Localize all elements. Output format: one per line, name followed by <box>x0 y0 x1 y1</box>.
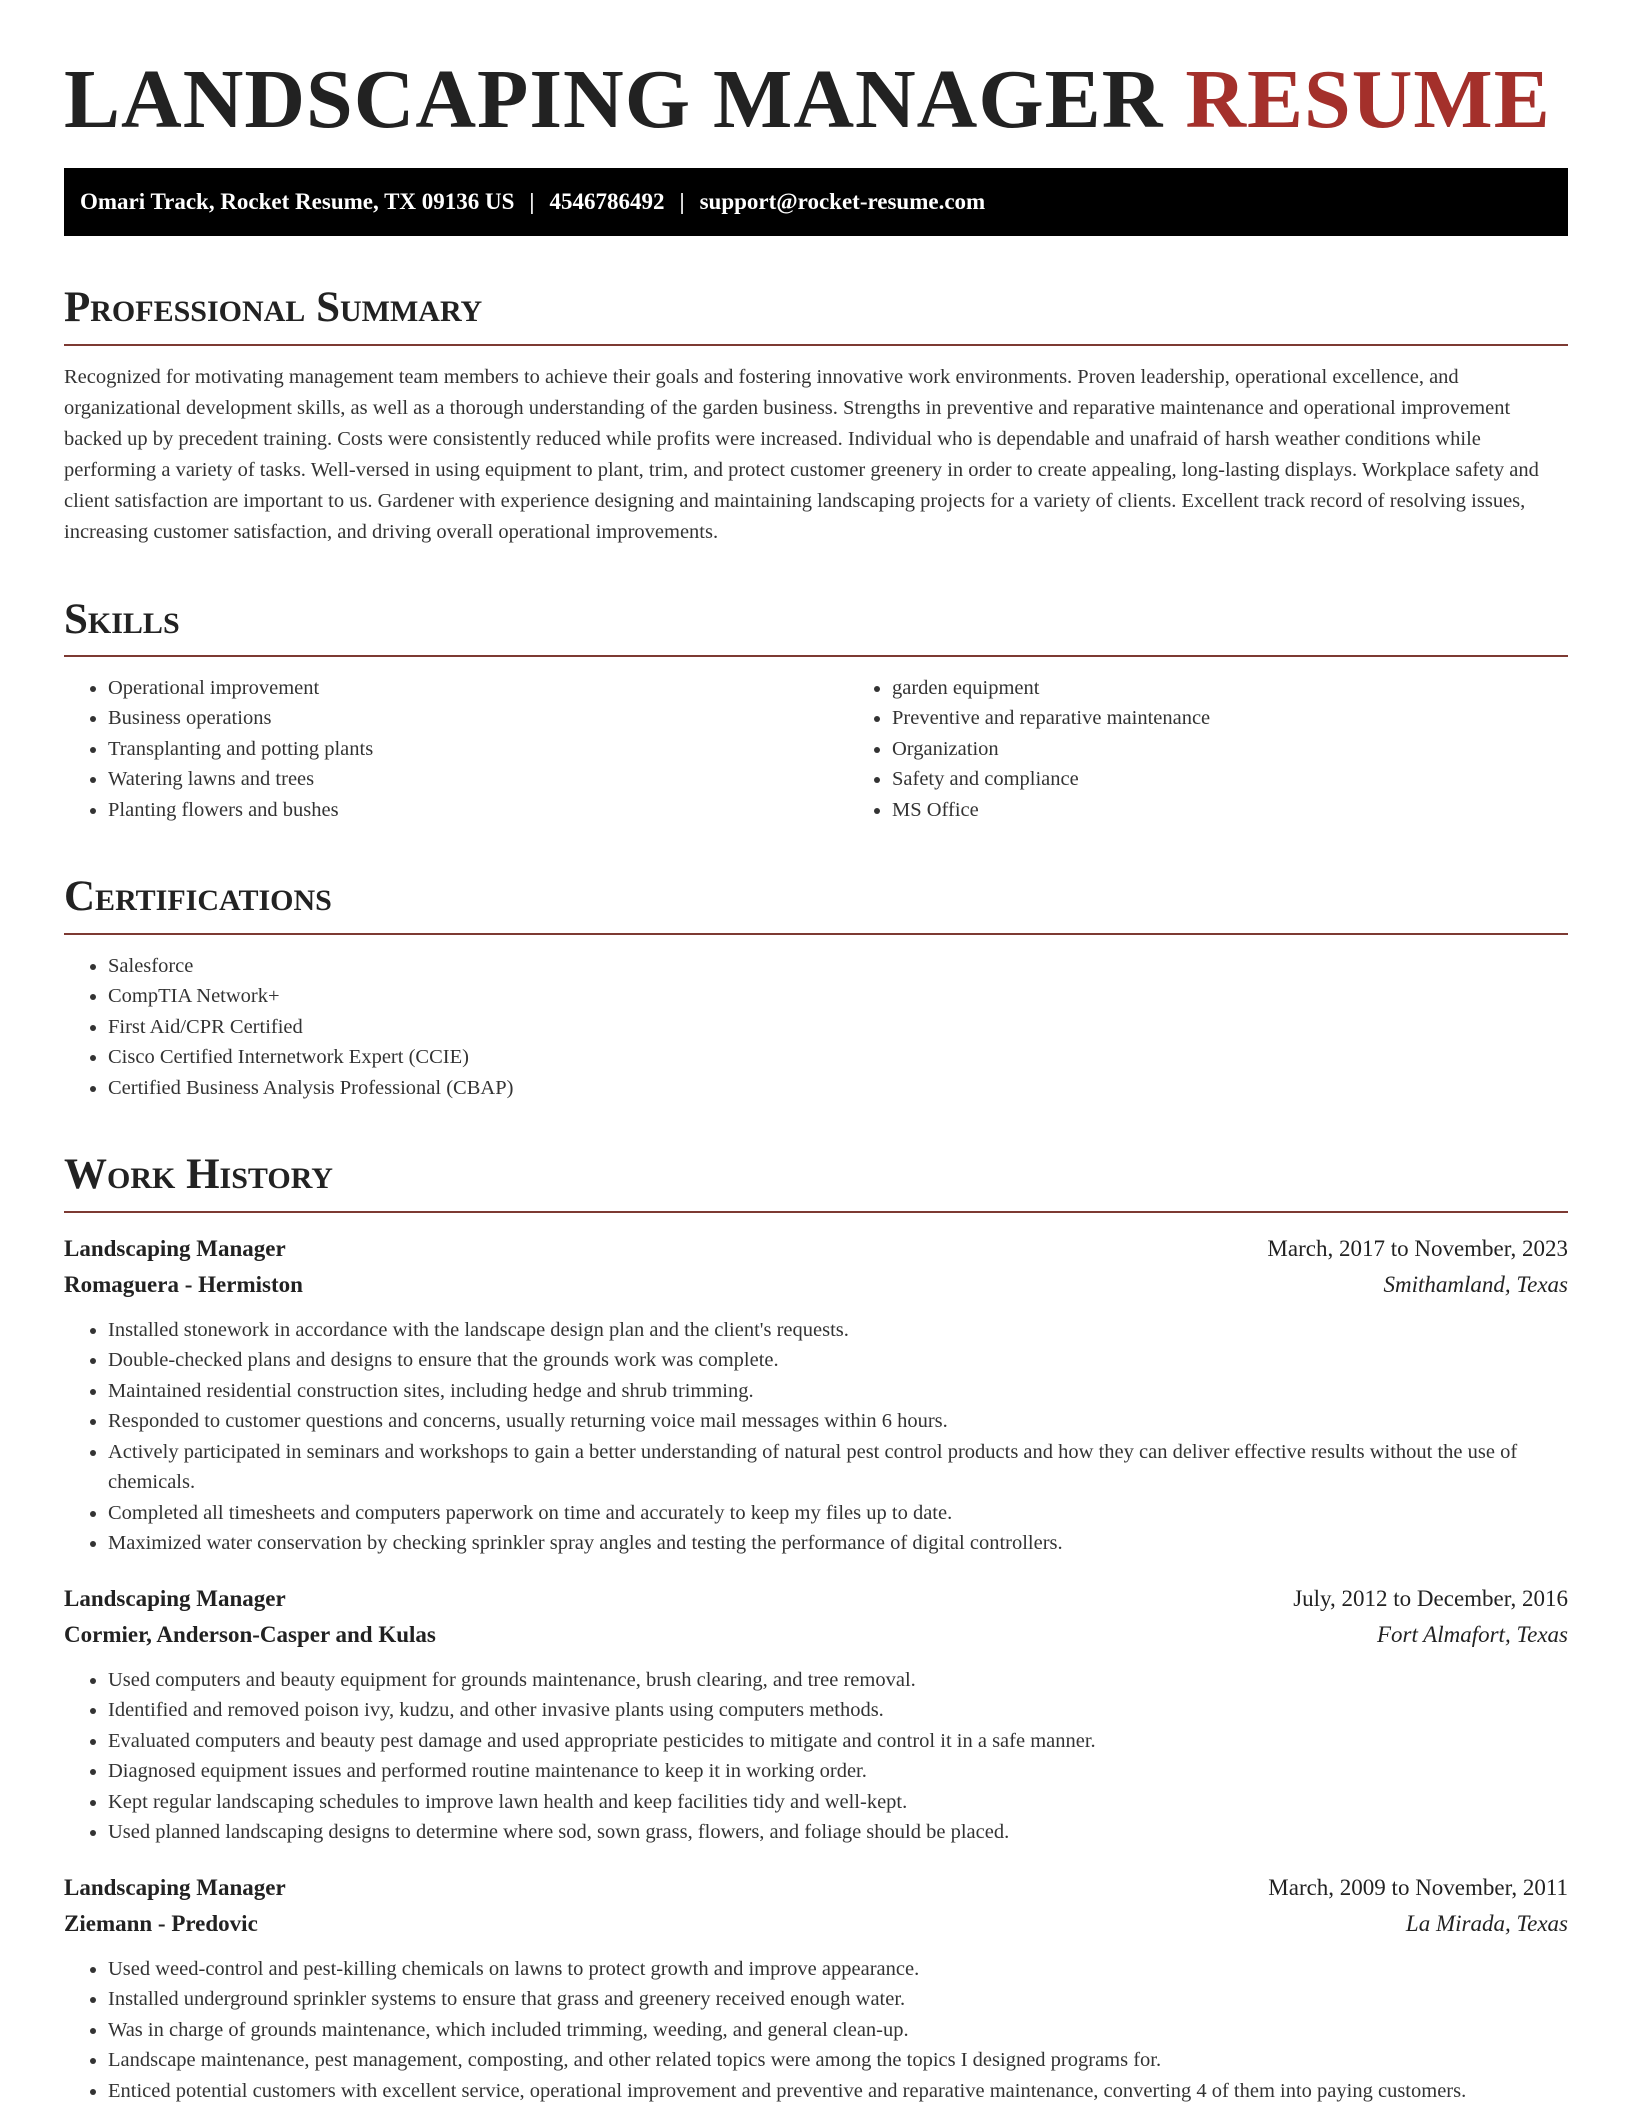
job-bullet: • Completed all timesheets and computers paperwork on time and accurately to keep my files up to date. <box>108 1498 1568 1529</box>
skills-list-left <box>64 673 848 826</box>
certification-item: • CompTIA Network+ <box>108 981 1568 1012</box>
certification-item: • Cisco Certified Internetwork Expert (CCIE) <box>108 1042 1568 1073</box>
certification-item: • First Aid/CPR Certified <box>108 1012 1568 1043</box>
job-bullet: • Evaluated computers and beauty pest damage and used appropriate pesticides to mitigate and control it in a safe manner. <box>108 1726 1568 1757</box>
job-company-row <box>64 1906 1568 1942</box>
job-bullet: • Identified and removed poison ivy, kudzu, and other invasive plants using computers methods. <box>108 1695 1568 1726</box>
skill-item: • Preventive and reparative maintenance <box>892 703 1632 734</box>
skills-section <box>64 596 1568 826</box>
summary-text: Recognized for motivating management team members to achieve their goals and fostering innovative work environments. Proven leadership, operational excellence, and organizational development skills, as well as a thorough understanding of the garden business. Strengths in preventive and reparative maintenance and operational improvement backed up by precedent training. Costs were consistently reduced while profits were increased. Individual who is dependable and unafraid of harsh weather conditions while performing a variety of tasks. Well-versed in using equipment to plant, trim, and protect customer greenery in order to create appealing, long-lasting displays. Workplace safety and client satisfaction are important to us. Gardener with experience designing and maintaining landscaping projects for a variety of clients. Excellent track record of resolving issues, increasing customer satisfaction, and driving overall operational improvements. <box>64 365 1539 543</box>
job-location: La Mirada, Texas <box>1405 1910 1568 1936</box>
job-company-row <box>64 1617 1568 1653</box>
skill-item: • Business operations <box>108 703 848 734</box>
job-bullet: • Enticed potential customers with excellent service, operational improvement and preventive and reparative maintenance, converting 4 of them into paying customers. <box>108 2076 1568 2107</box>
skill-item: • Transplanting and potting plants <box>108 734 848 765</box>
skills-columns <box>64 657 1568 826</box>
work-history-heading: Work History <box>64 1151 1568 1212</box>
skills-list-right <box>848 673 1632 826</box>
job-entry <box>64 1231 1568 1559</box>
job-bullet: • Maintained residential construction sites, including hedge and shrub trimming. <box>108 1376 1568 1407</box>
summary-heading: Professional Summary <box>64 284 1568 345</box>
job-bullet: • Installed stonework in accordance with the landscape design plan and the client's requests. <box>108 1315 1568 1346</box>
job-company-row <box>64 1267 1568 1303</box>
job-header-row <box>64 1870 1568 1906</box>
job-title: Landscaping Manager <box>64 1874 286 1900</box>
certifications-heading: Certifications <box>64 873 1568 934</box>
contact-address: Omari Track, Rocket Resume, TX 09136 US <box>80 189 515 215</box>
certification-item: • Certified Business Analysis Professional (CBAP) <box>108 1073 1568 1104</box>
contact-separator: | <box>529 189 535 215</box>
job-bullet: • Used computers and beauty equipment for grounds maintenance, brush clearing, and tree removal. <box>108 1665 1568 1696</box>
job-bullet: • Actively participated in seminars and workshops to gain a better understanding of natural pest control products and how they can deliver effective results without the use of chemicals. <box>108 1437 1568 1498</box>
contact-phone: 4546786492 <box>549 189 665 215</box>
job-bullet: • Was in charge of grounds maintenance, which included trimming, weeding, and general clean-up. <box>108 2015 1568 2046</box>
contact-email: support@rocket-resume.com <box>699 189 986 215</box>
job-entry <box>64 1870 1568 2107</box>
job-dates: March, 2017 to November, 2023 <box>1267 1235 1568 1261</box>
skill-item: • Organization <box>892 734 1632 765</box>
job-bullet: • Responded to customer questions and concerns, usually returning voice mail messages within 6 hours. <box>108 1406 1568 1437</box>
job-title: Landscaping Manager <box>64 1235 286 1261</box>
job-dates: March, 2009 to November, 2011 <box>1268 1874 1568 1900</box>
job-company: Romaguera - Hermiston <box>64 1271 303 1297</box>
certification-item: • Salesforce <box>108 951 1568 982</box>
job-company: Cormier, Anderson-Casper and Kulas <box>64 1621 436 1647</box>
skill-item: • Planting flowers and bushes <box>108 795 848 826</box>
job-bullet: • Double-checked plans and designs to ensure that the grounds work was complete. <box>108 1345 1568 1376</box>
job-bullet: • Used planned landscaping designs to determine where sod, sown grass, flowers, and foliage should be placed. <box>108 1817 1568 1848</box>
job-bullets <box>64 1315 1568 1559</box>
job-bullet: • Landscape maintenance, pest management, composting, and other related topics were among the topics I designed programs for. <box>108 2045 1568 2076</box>
certifications-section <box>64 873 1568 1103</box>
title-accent: RESUME <box>1185 53 1551 146</box>
job-bullet: • Diagnosed equipment issues and performed routine maintenance to keep it in working order. <box>108 1756 1568 1787</box>
skill-item: • MS Office <box>892 795 1632 826</box>
job-title: Landscaping Manager <box>64 1585 286 1611</box>
job-dates: July, 2012 to December, 2016 <box>1293 1585 1568 1611</box>
summary-section <box>64 284 1568 547</box>
skill-item: • Operational improvement <box>108 673 848 704</box>
skills-heading: Skills <box>64 596 1568 657</box>
job-bullet: • Installed underground sprinkler systems to ensure that grass and greenery received enough water. <box>108 1984 1568 2015</box>
job-location: Fort Almafort, Texas <box>1376 1621 1568 1647</box>
certifications-list <box>64 951 1568 1104</box>
skill-item: • Watering lawns and trees <box>108 764 848 795</box>
title-main: LANDSCAPING MANAGER <box>64 53 1164 146</box>
job-bullet: • Used weed-control and pest-killing chemicals on lawns to protect growth and improve appearance. <box>108 1954 1568 1985</box>
work-history-section <box>64 1151 1568 2106</box>
job-bullets <box>64 1954 1568 2107</box>
job-entry <box>64 1581 1568 1848</box>
job-header-row <box>64 1231 1568 1267</box>
job-bullet: • Kept regular landscaping schedules to improve lawn health and keep facilities tidy and well-kept. <box>108 1787 1568 1818</box>
job-bullet: • Maximized water conservation by checking sprinkler spray angles and testing the performance of digital controllers. <box>108 1528 1568 1559</box>
job-bullets <box>64 1665 1568 1848</box>
skill-item: • Safety and compliance <box>892 764 1632 795</box>
job-company: Ziemann - Predovic <box>64 1910 258 1936</box>
skill-item: • garden equipment <box>892 673 1632 704</box>
job-header-row <box>64 1581 1568 1617</box>
job-location: Smithamland, Texas <box>1383 1271 1568 1297</box>
contact-bar <box>64 168 1568 236</box>
resume-title <box>64 54 1568 146</box>
contact-separator: | <box>679 189 685 215</box>
